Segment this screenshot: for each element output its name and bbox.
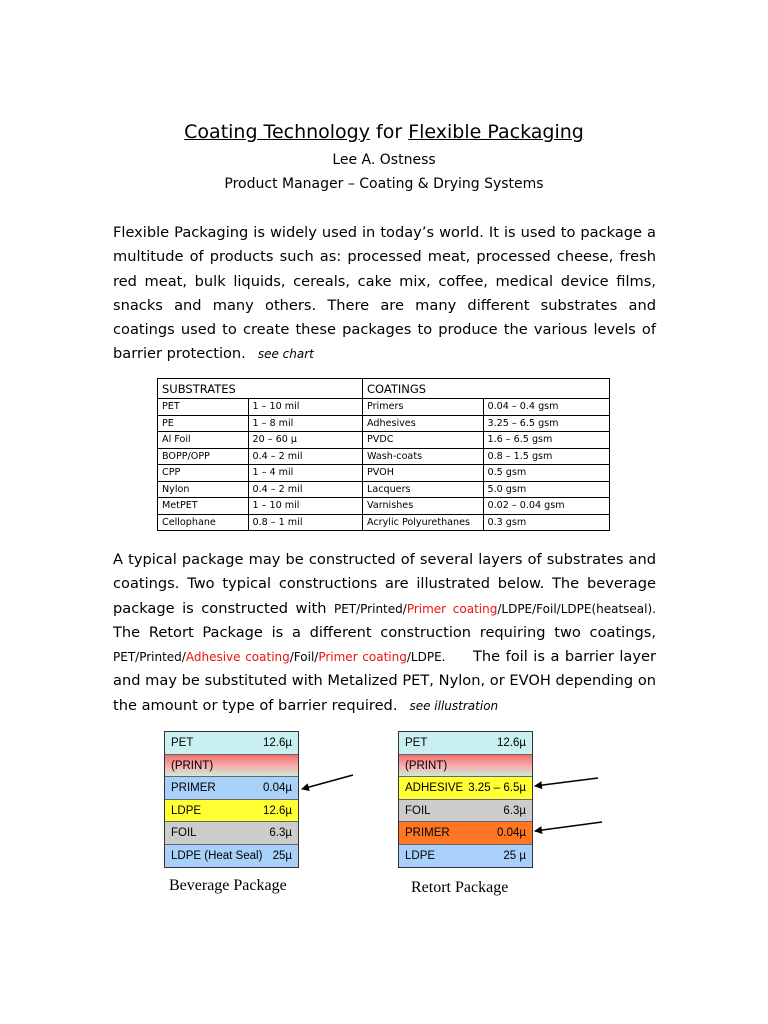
see-illustration-note: see illustration — [409, 698, 499, 713]
layer-thickness: 12.6µ — [262, 804, 292, 817]
layer-name: PRIMER — [405, 827, 450, 839]
thickness-cell: 0.4 – 2 mil — [248, 448, 363, 465]
substrate-cell: Cellophane — [158, 514, 249, 531]
weight-cell: 0.02 – 0.04 gsm — [483, 498, 610, 515]
layer-thickness: 3.25 – 6.5µ — [468, 782, 526, 794]
substrate-cell: BOPP/OPP — [158, 448, 249, 465]
construction-text-1: A typical package may be constructed of several layers of substrates and coatings. Two typical constructions are illustrated below. The beverage package is constructed with — [113, 551, 656, 617]
beverage-package-label: Beverage Package — [169, 877, 287, 894]
layer-thickness: 12.6µ — [262, 737, 292, 749]
construction-text-3: The foil is a barrier layer and may be substituted with Metalized PET, Nylon, or EVOH depending on the amount or type of barrier required. — [113, 648, 661, 714]
title-part-2: for — [370, 121, 409, 143]
thickness-cell: 0.8 – 1 mil — [248, 514, 363, 531]
title-part-3: Flexible Packaging — [408, 121, 584, 143]
weight-cell: 0.5 gsm — [483, 465, 610, 482]
see-chart-note: see chart — [257, 347, 314, 362]
layer-name: PRIMER — [171, 782, 216, 794]
layer-thickness: 25µ — [272, 849, 292, 862]
weight-cell: 5.0 gsm — [483, 481, 610, 498]
coating-cell: PVDC — [363, 432, 484, 449]
thickness-cell: 0.4 – 2 mil — [248, 481, 363, 498]
ret-primer-coating: Primer coating — [318, 650, 407, 665]
header-substrates: SUBSTRATES — [158, 379, 249, 399]
layer-thickness: 6.3µ — [269, 827, 292, 839]
bev-construction-b: /LDPE/Foil/LDPE(heatseal). — [497, 601, 656, 616]
weight-cell: 0.04 – 0.4 gsm — [483, 399, 610, 416]
layer-name: (PRINT) — [171, 759, 214, 772]
coating-cell: Lacquers — [363, 481, 484, 498]
thickness-cell: 1 – 10 mil — [248, 399, 363, 416]
layer-name: LDPE — [405, 849, 436, 862]
weight-cell: 3.25 – 6.5 gsm — [483, 415, 610, 432]
author-name: Lee A. Ostness — [332, 152, 436, 168]
arrow-adhesive-retort — [535, 778, 598, 786]
substrate-cell: Nylon — [158, 481, 249, 498]
weight-cell: 1.6 – 6.5 gsm — [483, 432, 610, 449]
title-part-1: Coating Technology — [184, 121, 370, 143]
ret-construction-c: /LDPE. — [406, 650, 446, 665]
weight-cell: 0.8 – 1.5 gsm — [483, 448, 610, 465]
thickness-cell: 1 – 4 mil — [248, 465, 363, 482]
thickness-cell: 20 – 60 µ — [248, 432, 363, 449]
layer-name: (PRINT) — [405, 759, 448, 772]
intro-text: Flexible Packaging is widely used in today’s world. It is used to package a multitude of products such as: processed meat, processed cheese, fresh red meat, bulk liquids, cereals, cake mix, coffee, medical device films, snacks and many others. There are many different substrates and coatings used to create these packages to produce the various levels of barrier protection. — [113, 224, 656, 363]
layer-name: LDPE — [171, 804, 202, 817]
thickness-cell: 1 – 8 mil — [248, 415, 363, 432]
ret-adhesive-coating: Adhesive coating — [185, 650, 290, 665]
layer-thickness: 0.04µ — [262, 782, 292, 794]
layer-thickness: 25 µ — [503, 849, 526, 862]
layer-thickness: 0.04µ — [496, 827, 526, 839]
author-role: Product Manager – Coating & Drying Systems — [224, 176, 544, 192]
substrate-cell: MetPET — [158, 498, 249, 515]
thickness-cell: 1 – 10 mil — [248, 498, 363, 515]
layer-thickness: 12.6µ — [496, 737, 526, 749]
ret-construction-b: /Foil/ — [289, 650, 319, 665]
coating-cell: Adhesives — [363, 415, 484, 432]
layer-name: FOIL — [405, 804, 431, 817]
bev-primer-coating: Primer coating — [406, 601, 498, 616]
weight-cell: 0.3 gsm — [483, 514, 610, 531]
substrate-cell: PET — [158, 399, 249, 416]
layer-name: LDPE (Heat Seal) — [171, 849, 263, 862]
coating-cell: Wash-coats — [363, 448, 484, 465]
header-coatings: COATINGS — [363, 379, 484, 399]
retort-package-label: Retort Package — [411, 879, 509, 896]
bev-construction-a: PET/Printed/ — [333, 601, 407, 616]
arrow-primer-beverage — [302, 775, 353, 789]
layer-name: PET — [171, 737, 194, 749]
layer-name: PET — [405, 737, 428, 749]
ret-construction-a: PET/Printed/ — [113, 650, 186, 665]
layer-name: FOIL — [171, 827, 197, 839]
construction-text-2: The Retort Package is a different construction requiring two coatings, — [113, 623, 656, 641]
substrate-cell: CPP — [158, 465, 249, 482]
layer-thickness: 6.3µ — [503, 804, 526, 817]
coating-cell: Varnishes — [363, 498, 484, 515]
coating-cell: Acrylic Polyurethanes — [363, 514, 484, 531]
substrate-cell: Al Foil — [158, 432, 249, 449]
layer-name: ADHESIVE — [405, 782, 464, 794]
substrate-cell: PE — [158, 415, 249, 432]
arrow-primer-retort — [535, 822, 602, 831]
coating-cell: Primers — [363, 399, 484, 416]
coating-cell: PVOH — [363, 465, 484, 482]
